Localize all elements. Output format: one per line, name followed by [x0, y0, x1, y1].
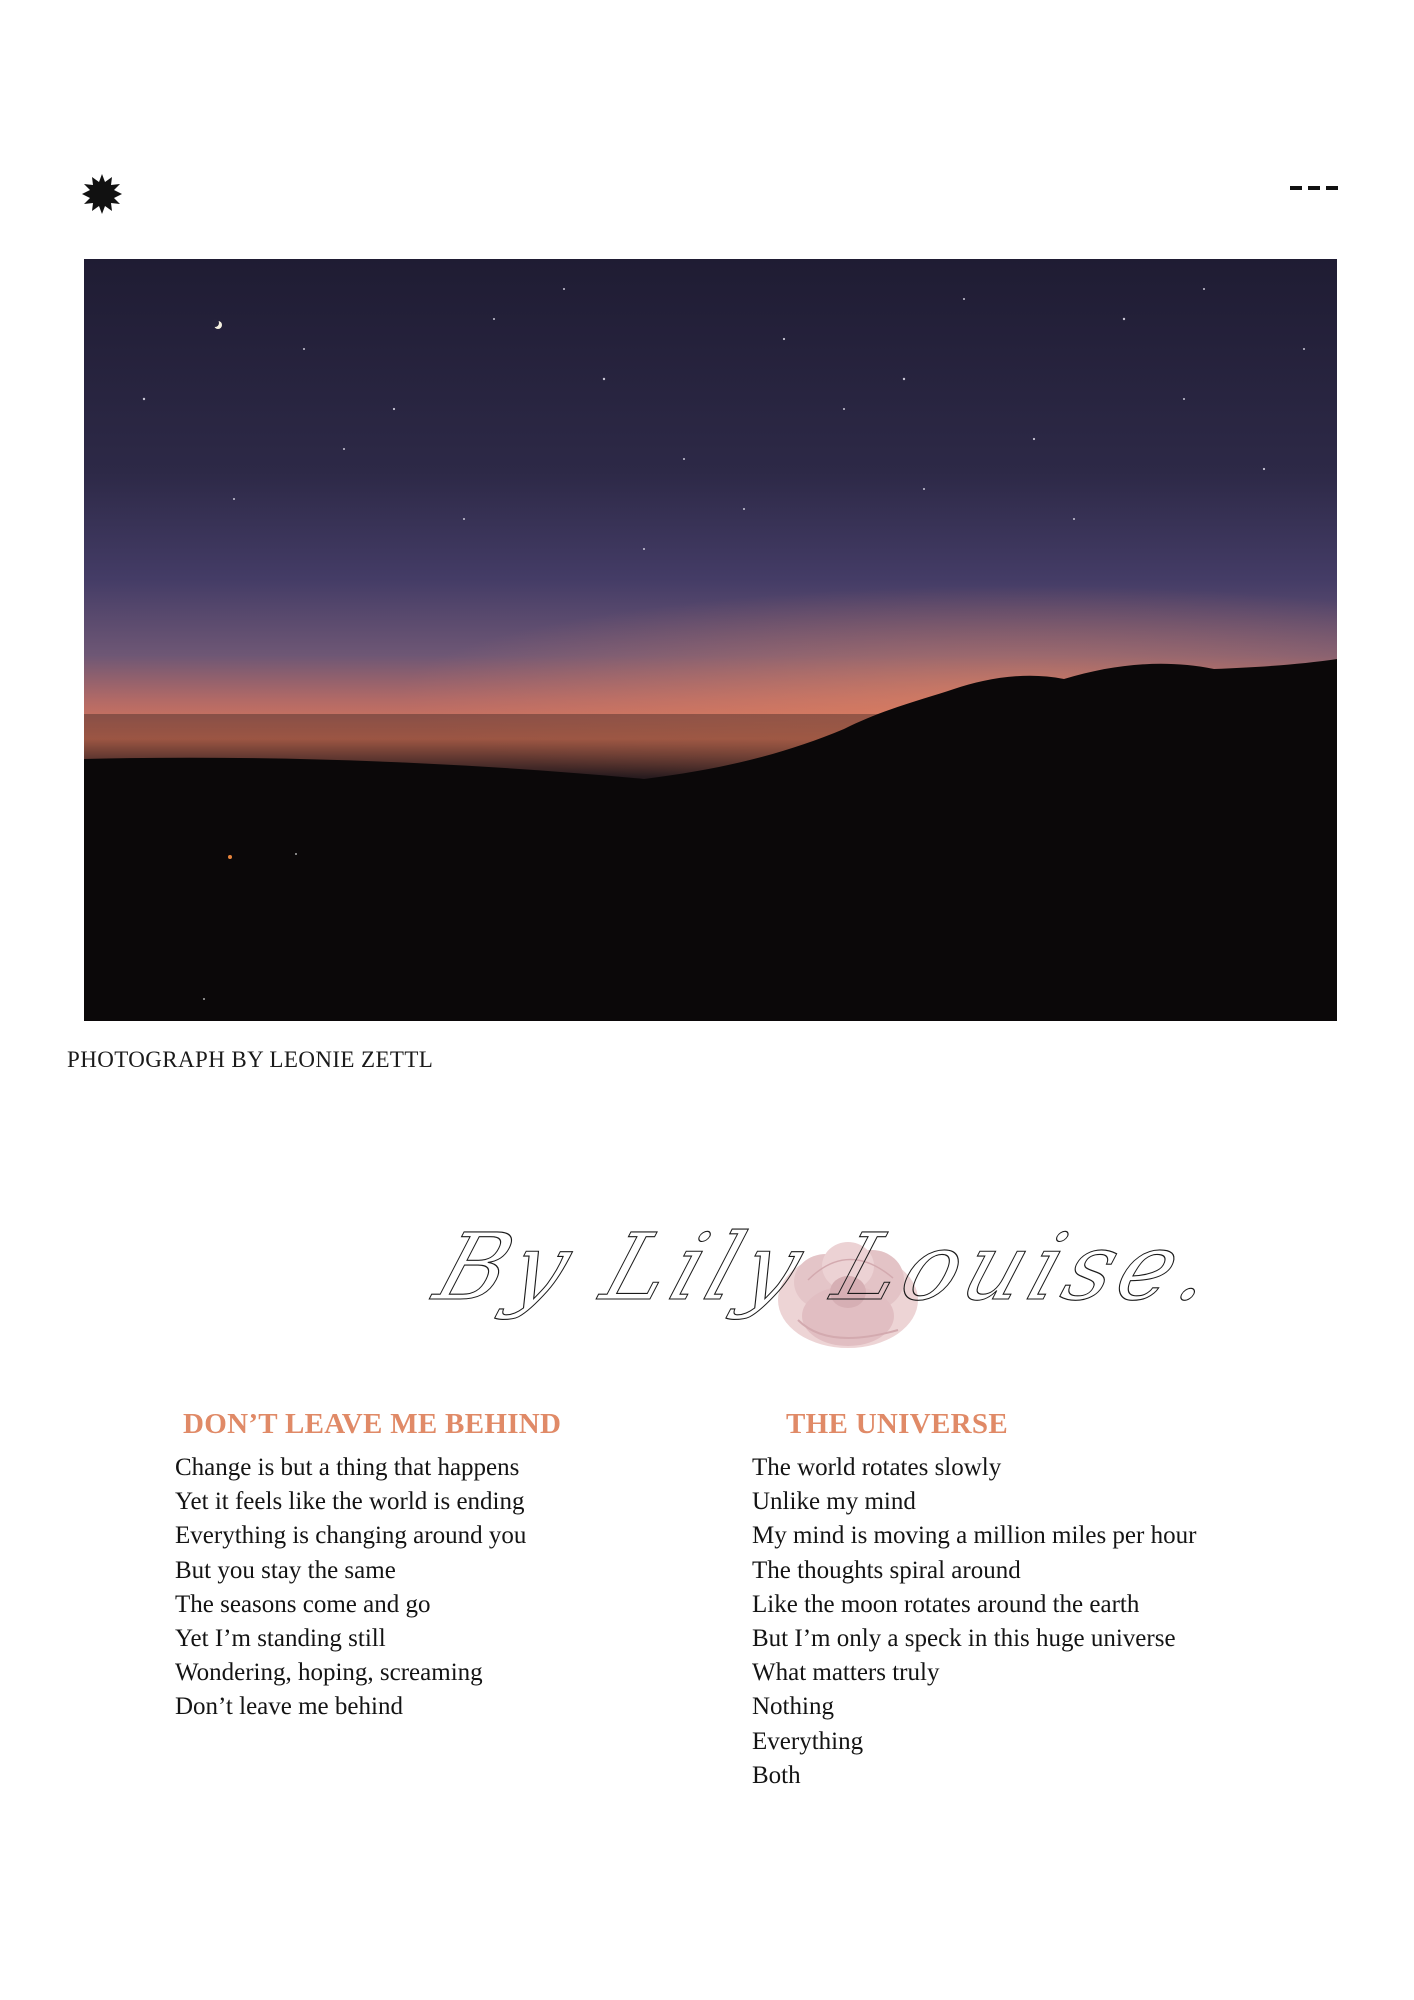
byline [418, 1198, 1235, 1368]
poem-line: Yet it feels like the world is ending [175, 1488, 525, 1516]
poem-line: The world rotates slowly [752, 1454, 1002, 1481]
poem-line: Everything [752, 1727, 864, 1755]
poem-line: Yet I’m standing still [175, 1625, 386, 1653]
poem-line: The thoughts spiral around [752, 1556, 1021, 1584]
poem-line: My mind is moving a million miles per hour [752, 1522, 1197, 1550]
poem-line: Everything is changing around you [175, 1522, 527, 1550]
author-signature: By Lily Louise. [423, 1214, 1235, 1321]
poem-line: What matters truly [752, 1659, 940, 1687]
poem-line: Nothing [752, 1693, 834, 1721]
poem-line: Wondering, hoping, screaming [175, 1659, 483, 1687]
poem-line: But you stay the same [175, 1556, 396, 1584]
poem-line: Change is but a thing that happens [175, 1454, 520, 1481]
poem-line: Unlike my mind [752, 1488, 916, 1516]
night-sky-photograph [84, 259, 1337, 1021]
poem-line: Don’t leave me behind [175, 1693, 403, 1721]
poem-line: The seasons come and go [175, 1590, 431, 1618]
poem-the-universe [752, 1408, 1312, 1793]
dashed-menu-icon[interactable] [1290, 186, 1338, 192]
poem-line: Both [752, 1761, 801, 1789]
poem-title: THE UNIVERSE [786, 1408, 1008, 1440]
poem-lines [175, 1451, 715, 1725]
poem-line: Like the moon rotates around the earth [752, 1590, 1140, 1618]
poem-lines [752, 1451, 1312, 1793]
poem-title: DON’T LEAVE ME BEHIND [183, 1408, 562, 1440]
sunset-landscape-image [84, 259, 1337, 1021]
photo-credit-caption: PHOTOGRAPH BY LEONIE ZETTL [67, 1047, 434, 1072]
poem-dont-leave-me-behind [175, 1408, 715, 1725]
poem-line: But I’m only a speck in this huge universe [752, 1625, 1176, 1653]
sun-burst-icon [82, 174, 122, 214]
